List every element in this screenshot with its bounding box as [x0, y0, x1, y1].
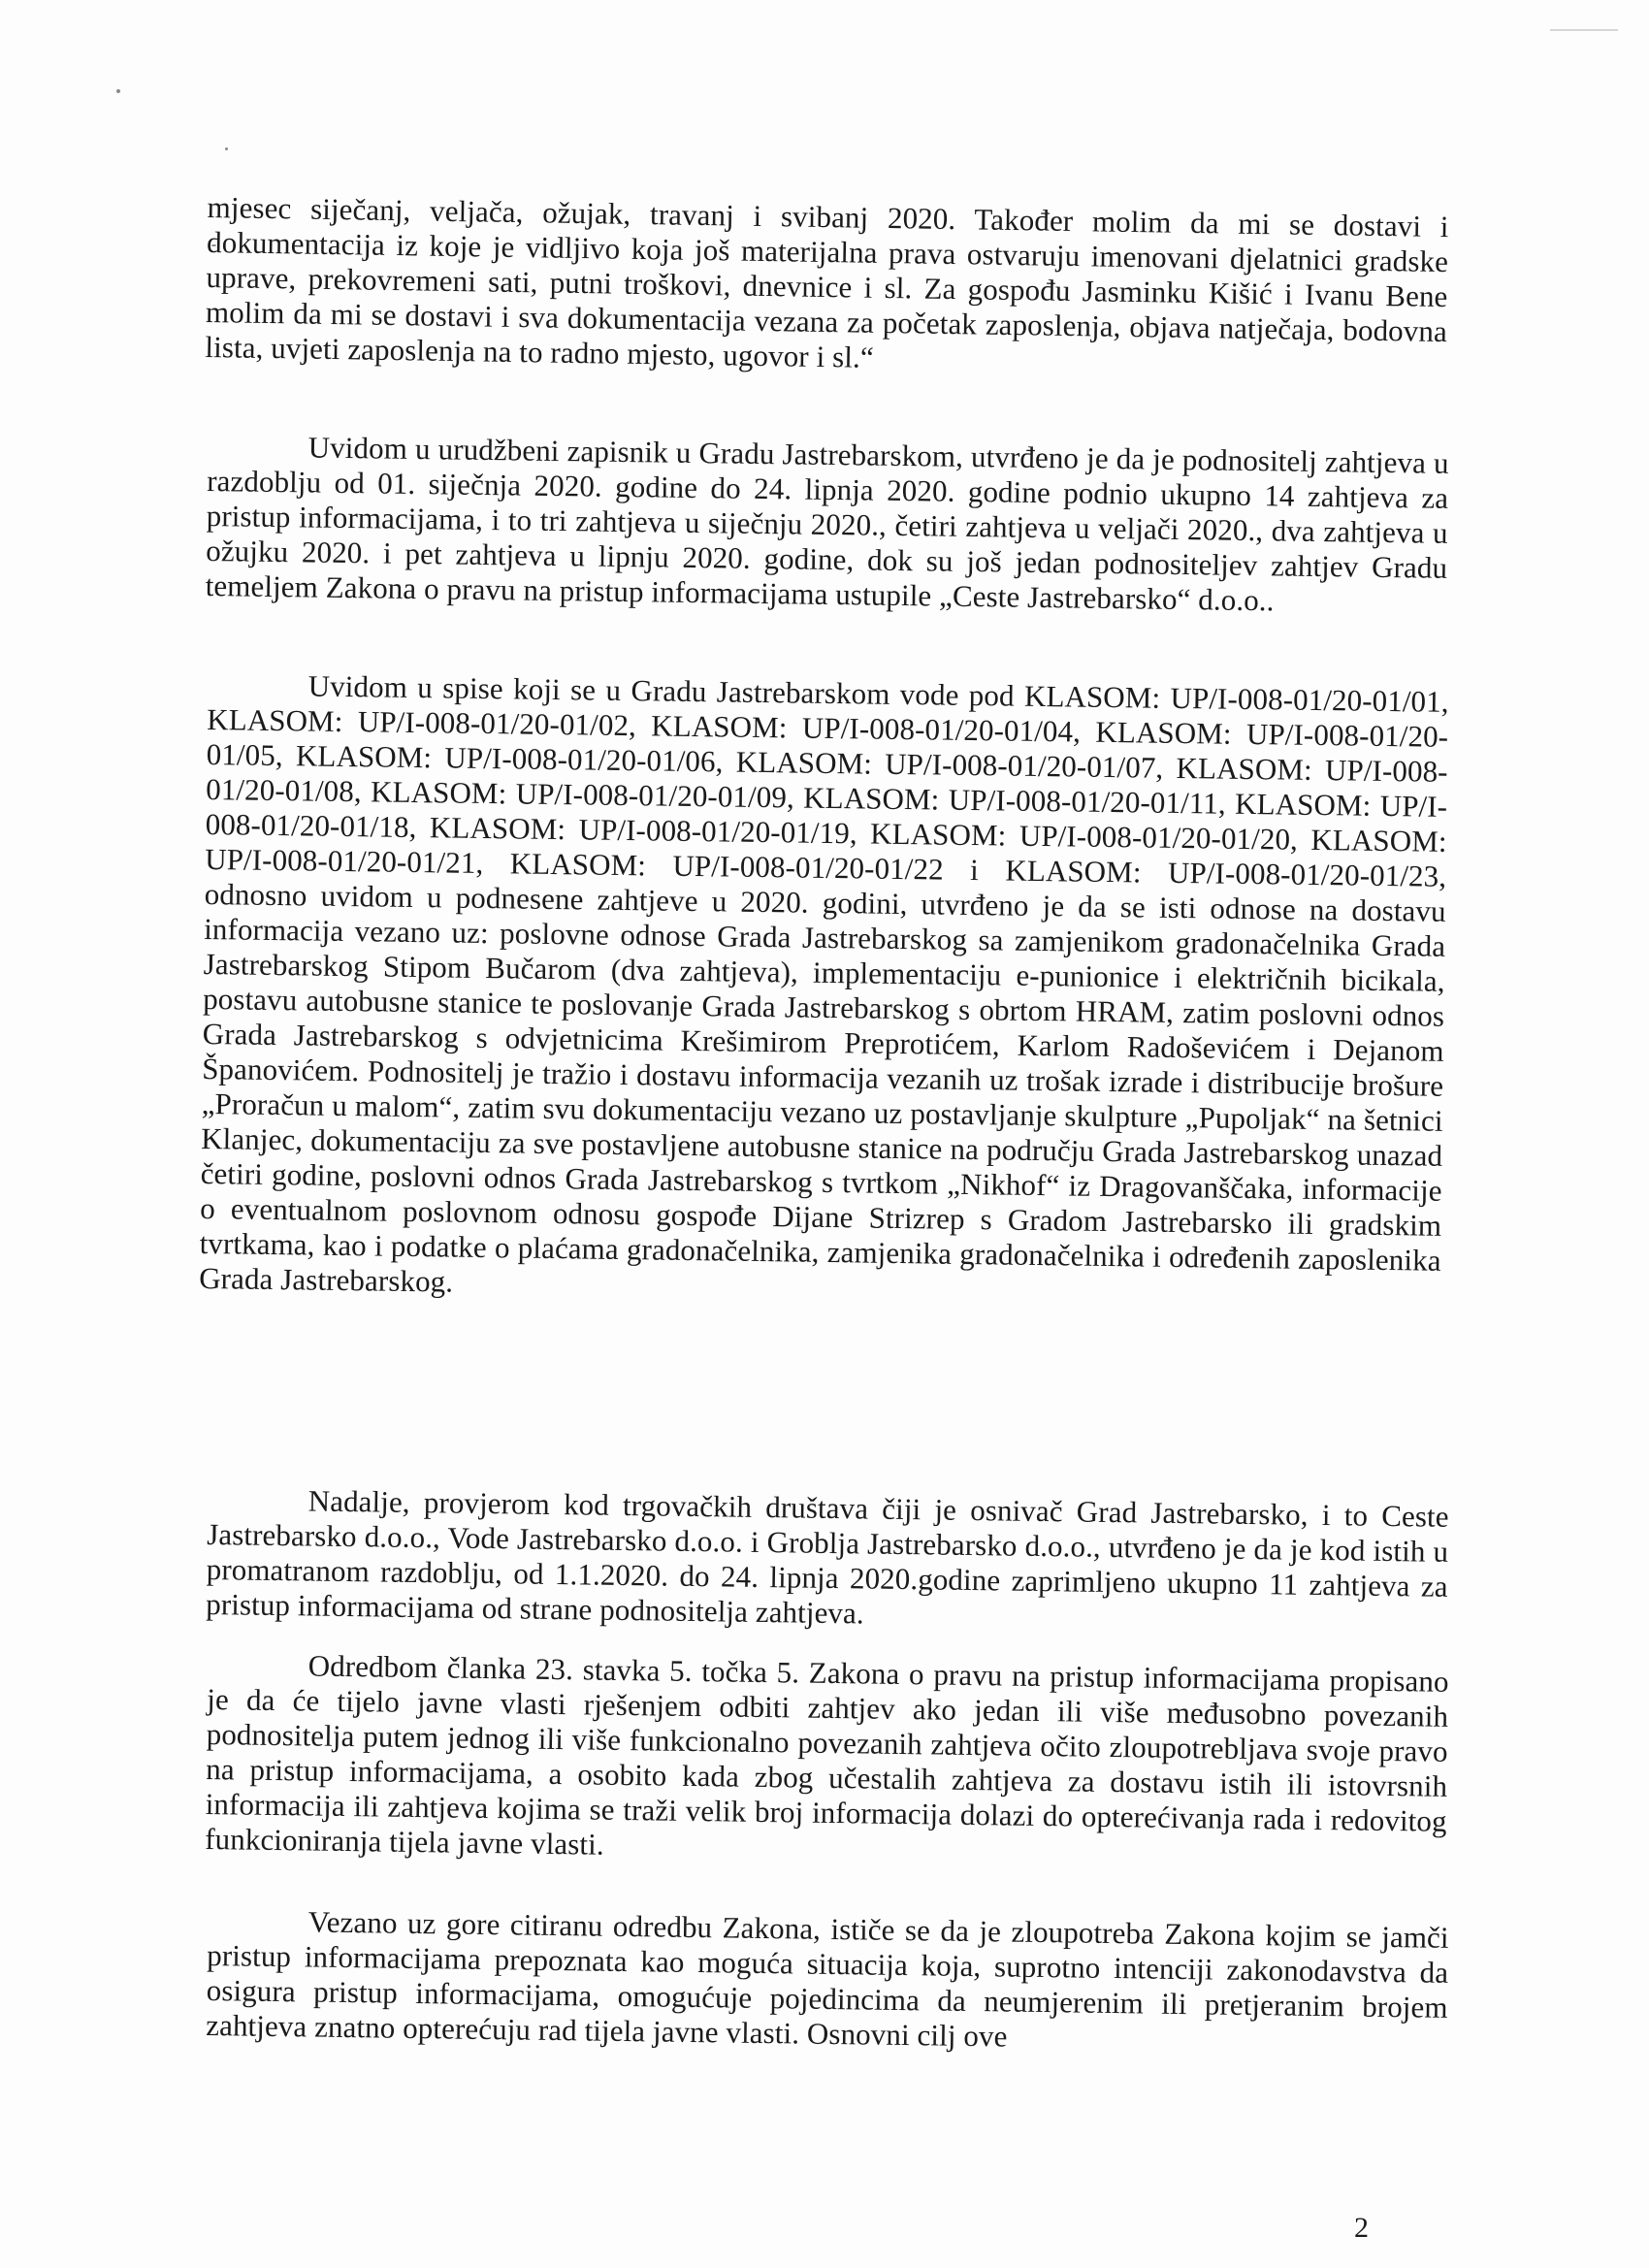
paragraph-abuse-of-law: Vezano uz gore citiranu odredbu Zakona, ističe se da je zloupotreba Zakona kojim se jamči pristup informacijama prepoznata kao moguća situacija koja, suprotno intenciji zakonodavstva da osigura pristup informacijama, omogućuje pojedincima da neumjerenim ili pretjeranim brojem zahtjeva znatno opterećuju rad tijela javne vlasti. Osnovni cilj ove	[206, 1904, 1449, 2054]
scan-speck	[116, 89, 120, 93]
paragraph-registry-review: Uvidom u urudžbeni zapisnik u Gradu Jastrebarskom, utvrđeno je da je podnositelj zahtjeva u razdoblju od 01. siječnja 2020. godine do 24. lipnja 2020. godine podnio ukupno 14 zahtjeva za pristup informacijama, i to tri zahtjeva u siječnju 2020., četiri zahtjeva u veljači 2020., dva zahtjeva u ožujku 2020. i pet zahtjeva u lipnju 2020. godine, dok su još jedan podnositeljev zahtjev Gradu temeljem Zakona o pravu na pristup informacijama ustupile „Ceste Jastrebarsko“ d.o.o..	[205, 430, 1449, 618]
paragraph-article-23: Odredbom članka 23. stavka 5. točka 5. Zakona o pravu na pristup informacijama propisano je da će tijelo javne vlasti rješenjem odbiti zahtjev ako jedan ili više međusobno povezanih podnositelja putem jednog ili više funkcionalno povezanih zahtjeva očito zloupotrebljava svoje pravo na pristup informacijama, a osobito kada zbog učestalih zahtjeva za dostavu istih ili istovrsnih informacija ili zahtjeva kojima se traži velik broj informacija dolazi do opterećivanja rada i redovitog funkcioniranja tijela javne vlasti.	[204, 1648, 1449, 1862]
paragraph-case-files: Uvidom u spise koji se u Gradu Jastrebarskom vode pod KLASOM: UP/I-008-01/20-01/01, KLASOM: UP/I-008-01/20-01/02, KLASOM: UP/I-008-01/20-01/04, KLASOM: UP/I-008-01/20-01/05, KLASOM: UP/I-008-01/20-01/06, KLASOM: UP/I-008-01/20-01/07, KLASOM: UP/I-008-01/20-01/08, KLASOM: UP/I-008-01/20-01/09, KLASOM: UP/I-008-01/20-01/11, KLASOM: UP/I-008-01/20-01/18, KLASOM: UP/I-008-01/20-01/19, KLASOM: UP/I-008-01/20-01/20, KLASOM: UP/I-008-01/20-01/21, KLASOM: UP/I-008-01/20-01/22 i KLASOM: UP/I-008-01/20-01/23, odnosno uvidom u podnesene zahtjeve u 2020. godini, utvrđeno je da se isti odnose na dostavu informacija vezano uz: poslovne odnose Grada Jastrebarskog sa zamjenikom gradonačelnika Grada Jastrebarskog Stipom Bučarom (dva zahtjeva), implementaciju e-punionice i električnih bicikala, postavu autobusne stanice te poslovanje Grada Jastrebarskog s obrtom HRAM, zatim poslovni odnos Grada Jastrebarskog s odvjetnicima Krešimirom Preprotićem, Karlom Radoševićem i Dejanom Španovićem. Podnositelj je tražio i dostavu informacija vezanih uz trošak izrade i distribucije brošure „Proračun u malom“, zatim svu dokumentaciju vezano uz postavljanje skulpture „Pupoljak“ na šetnici Klanjec, dokumentaciju za sve postavljene autobusne stanice na području Grada Jastrebarskog unazad četiri godine, poslovni odnos Grada Jastrebarskog s tvrtkom „Nikhof“ iz Dragovanščaka, informacije o eventualnom poslovnom odnosu gospođe Dijane Strizrep s Gradom Jastrebarsko ili gradskim tvrtkama, kao i podatke o plaćama gradonačelnika, zamjenika gradonačelnika i određenih zaposlenika Grada Jastrebarskog.	[198, 668, 1449, 1299]
scan-edge-mark	[1550, 29, 1618, 31]
scan-speck	[225, 147, 228, 150]
paragraph-quote-end: mjesec siječanj, veljača, ožujak, travanj i svibanj 2020. Također molim da mi se dostavi i dokumentacija iz koje je vidljivo koja još materijalna prava ostvaruju imenovani djelatnici gradske uprave, prekovremeni sati, putni troškovi, dnevnice i sl. Za gospođu Jasminku Kišić i Ivanu Bene molim da mi se dostavi i sva dokumentacija vezana za početak zaposlenja, objava natječaja, bodovna lista, uvjeti zaposlenja na to radno mjesto, ugovor i sl.“	[205, 190, 1449, 374]
page-number: 2	[1354, 2212, 1369, 2244]
paragraph-companies-check: Nadalje, provjerom kod trgovačkih društava čiji je osnivač Grad Jastrebarsko, i to Ceste Jastrebarsko d.o.o., Vode Jastrebarsko d.o.o. i Groblja Jastrebarsko d.o.o., utvrđeno je da je kod istih u promatranom razdoblju, od 1.1.2020. do 24. lipnja 2020.godine zaprimljeno ukupno 11 zahtjeva za pristup informacijama od strane podnositelja zahtjeva.	[206, 1483, 1449, 1631]
